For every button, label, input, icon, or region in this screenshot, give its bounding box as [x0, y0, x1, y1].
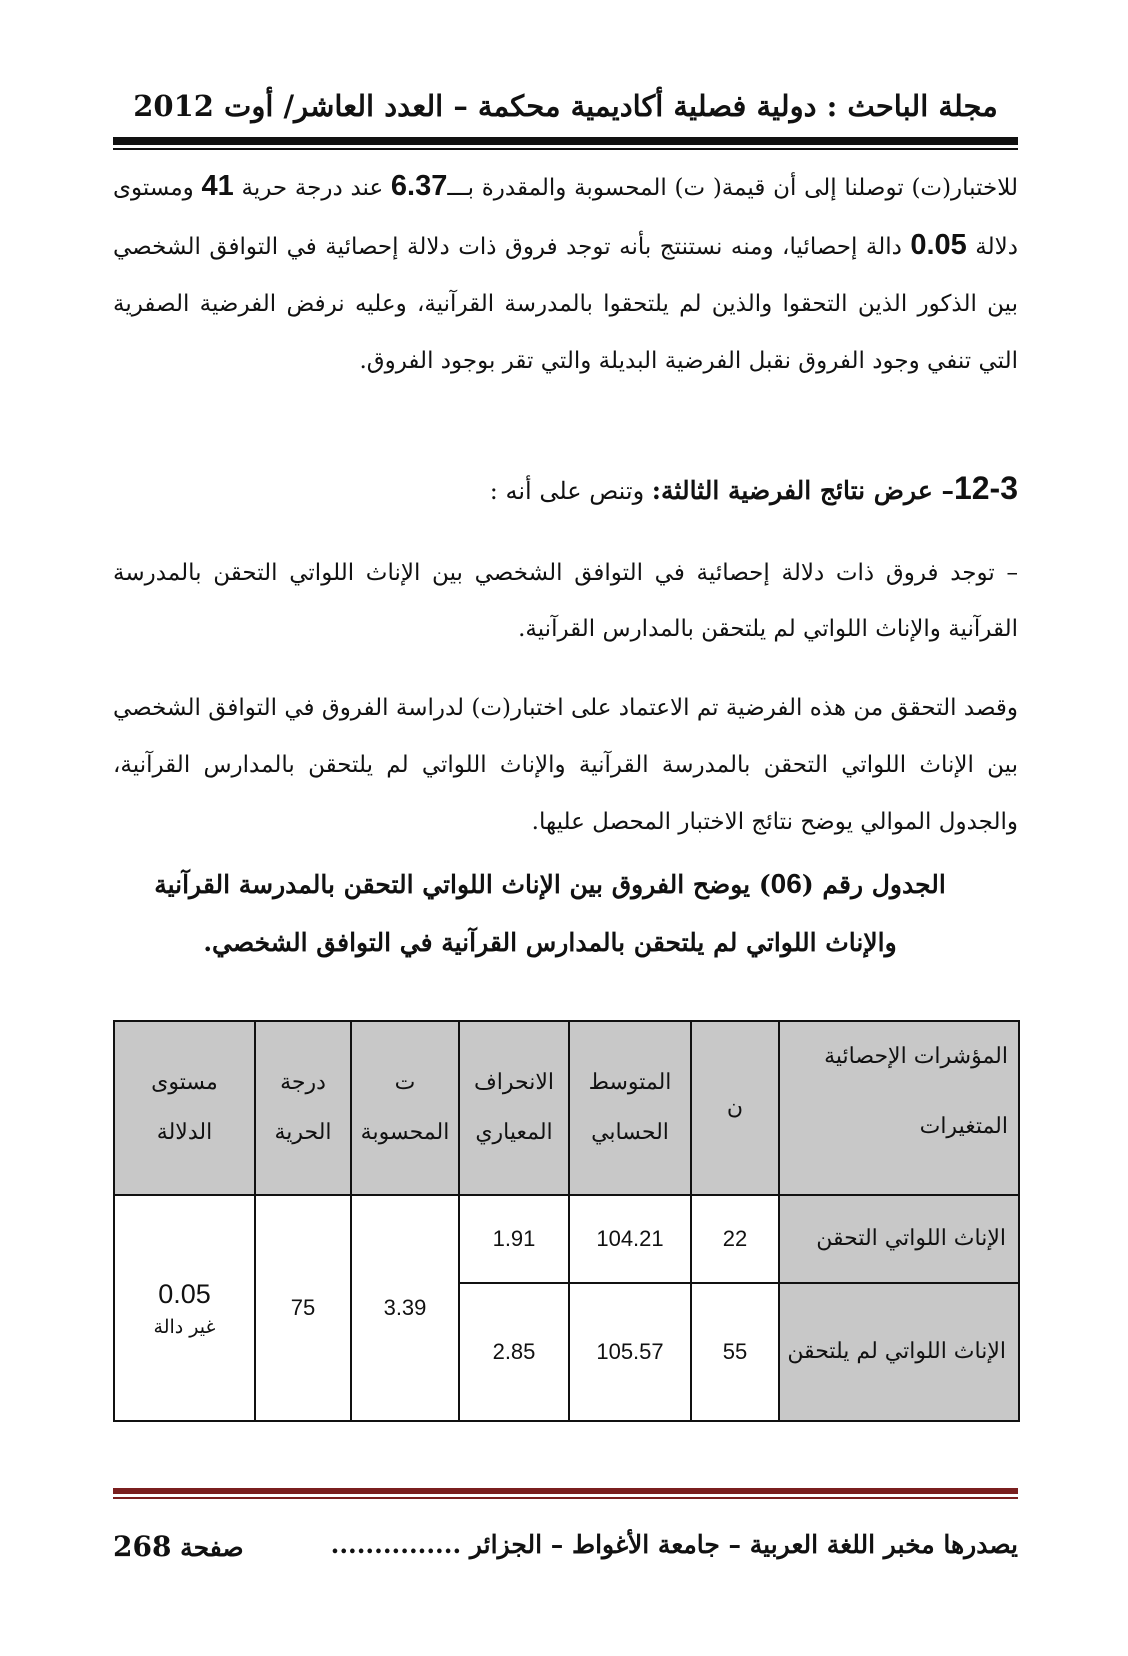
- table-header-row: [114, 1021, 1019, 1195]
- footer-page-number: 268: [113, 1530, 172, 1563]
- page-footer: [113, 1530, 1018, 1574]
- header-df-2: الحرية: [274, 1120, 332, 1146]
- caption-post: ) يوضح الفروق بين الإناث اللواتي التحقن بالمدرسة القرآنية والإناث اللواتي لم يلتحقن بالمدارس القرآنية في التوافق الشخصي.: [154, 870, 897, 957]
- footer-rule-thick: [113, 1488, 1018, 1494]
- section-tail: وتنص على أنه :: [489, 477, 652, 505]
- row-sd: 2.85: [459, 1283, 569, 1421]
- header-sig-2: الدلالة: [156, 1120, 213, 1146]
- section-heading: [113, 466, 1018, 513]
- row-mean: 104.21: [569, 1195, 691, 1283]
- header-rule-thin: [113, 148, 1018, 150]
- header-significance: [114, 1021, 255, 1195]
- paragraph-t-test-result: [113, 158, 1018, 390]
- header-t-2: المحسوبة: [360, 1120, 450, 1146]
- table-caption: [140, 855, 960, 972]
- header-variables: المتغيرات: [919, 1114, 1008, 1139]
- header-rule-thick: [113, 137, 1018, 145]
- p1-t-value: 6.37: [390, 170, 448, 202]
- header-indicators-variables: [779, 1021, 1019, 1195]
- header-mean-2: الحسابي: [591, 1120, 669, 1146]
- significance-text: غير دالة: [153, 1315, 216, 1338]
- section-number: 12-3: [953, 470, 1018, 506]
- df-value-cell: 75: [255, 1195, 351, 1421]
- header-sig-1: مستوى: [151, 1070, 218, 1096]
- header-df: [255, 1021, 351, 1195]
- header-sd-1: الانحراف: [473, 1070, 555, 1096]
- header-indicators: المؤشرات الإحصائية: [824, 1044, 1008, 1069]
- header-sd: [459, 1021, 569, 1195]
- journal-header: مجلة الباحث : دولية فصلية أكاديمية محكمة – العدد العاشر/ أوت 2012: [133, 89, 998, 123]
- header-df-1: درجة: [280, 1070, 326, 1096]
- table-row: [114, 1195, 1019, 1283]
- row-label-joined: الإناث اللواتي التحقن: [779, 1195, 1019, 1283]
- header-mean: [569, 1021, 691, 1195]
- significance-value: 0.05: [158, 1278, 211, 1309]
- t-value-cell: 3.39: [351, 1195, 459, 1421]
- p1-df: 41: [201, 170, 234, 202]
- results-table: [113, 1020, 1020, 1422]
- footer-publisher: يصدرها مخبر اللغة العربية – جامعة الأغواط – الجزائر ...............: [330, 1530, 1018, 1559]
- header-n: [691, 1021, 779, 1195]
- header-mean-1: المتوسط: [588, 1070, 672, 1096]
- paragraph-method: وقصد التحقق من هذه الفرضية تم الاعتماد على اختبار(ت) لدراسة الفروق في التوافق الشخصي بين الإناث اللواتي التحقن بالمدرسة القرآنية والإناث اللواتي لم يلتحقن بالمدارس القرآنية، والجدول الموالي يوضح نتائج الاختبار المحصل عليها.: [113, 695, 1018, 835]
- header-n-label: ن: [726, 1095, 744, 1121]
- p1-text-1: للاختبار(ت) توصلنا إلى أن قيمة( ت) المحسوبة والمقدرة بـــ: [447, 175, 1018, 201]
- p1-alpha: 0.05: [910, 229, 967, 261]
- row-sd: 1.91: [459, 1195, 569, 1283]
- significance-cell: [114, 1195, 255, 1421]
- p1-text-3: ومستوى دلالة: [113, 175, 1018, 260]
- header-t: [351, 1021, 459, 1195]
- footer-page-label: صفحة: [180, 1533, 244, 1562]
- section-title: – عرض نتائج الفرضية الثالثة:: [651, 476, 954, 505]
- paragraph-hypothesis: – توجد فروق ذات دلالة إحصائية في التوافق الشخصي بين الإناث اللواتي التحقن بالمدرسة القرآنية والإناث اللواتي لم يلتحقن بالمدارس القرآنية.: [113, 560, 1018, 642]
- footer-rule-thin: [113, 1497, 1018, 1499]
- row-label-not-joined: الإناث اللواتي لم يلتحقن: [779, 1283, 1019, 1421]
- caption-number: 06: [770, 868, 802, 899]
- row-mean: 105.57: [569, 1283, 691, 1421]
- p1-text-2: عند درجة حرية: [233, 175, 391, 201]
- row-n: 55: [691, 1283, 779, 1421]
- row-n: 22: [691, 1195, 779, 1283]
- header-t-1: ت: [394, 1070, 416, 1096]
- header-sd-2: المعياري: [475, 1120, 553, 1146]
- caption-pre: الجدول رقم (: [801, 870, 946, 899]
- footer-page: [113, 1530, 244, 1563]
- p1-text-4: دالة إحصائيا، ومنه نستنتج بأنه توجد فروق ذات دلالة إحصائية في التوافق الشخصي بين الذكور الذين التحقوا والذين لم يلتحقوا بالمدرسة القرآنية، وعليه نرفض الفرضية الصفرية التي تنفي وجود الفروق نقبل الفرضية البديلة والتي تقر بوجود الفروق.: [113, 234, 1018, 374]
